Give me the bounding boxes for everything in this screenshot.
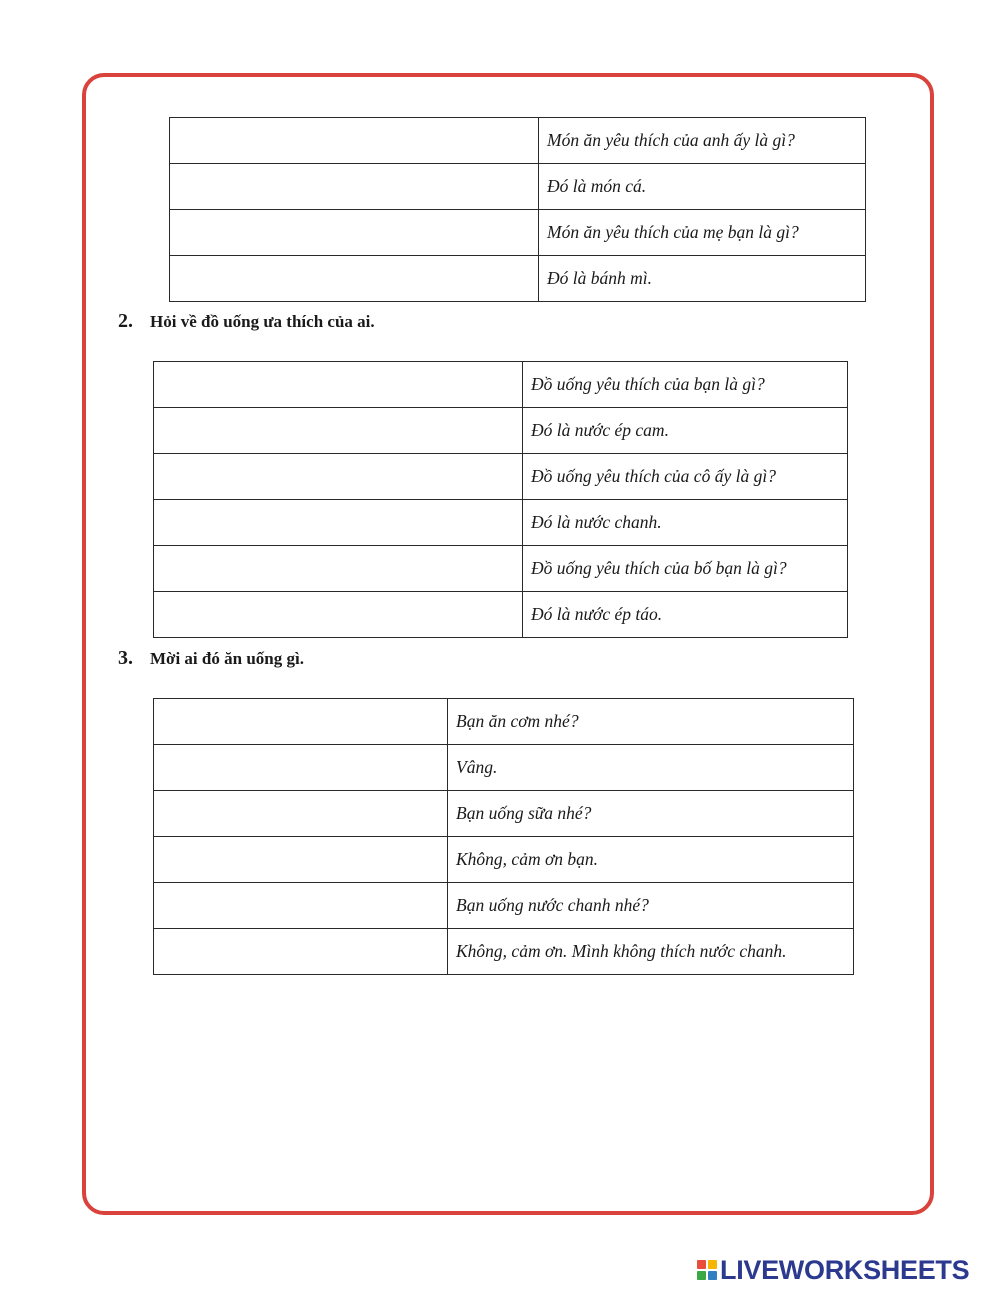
- section-title: Hỏi về đồ uống ưa thích của ai.: [150, 312, 375, 331]
- prompt-cell: Đồ uống yêu thích của bố bạn là gì?: [523, 546, 848, 592]
- answer-cell[interactable]: [154, 408, 523, 454]
- prompt-cell: Đó là nước chanh.: [523, 500, 848, 546]
- table-row: [154, 546, 848, 592]
- answer-cell[interactable]: [154, 837, 448, 883]
- answer-input[interactable]: [154, 791, 447, 836]
- prompt-cell: Không, cảm ơn bạn.: [448, 837, 854, 883]
- answer-input[interactable]: [170, 118, 538, 163]
- prompt-cell: Đó là món cá.: [539, 164, 866, 210]
- brand-name: LIVEWORKSHEETS: [720, 1254, 970, 1285]
- table-row: [154, 699, 854, 745]
- answer-input[interactable]: [154, 362, 522, 407]
- section2-heading: [118, 310, 375, 333]
- answer-input[interactable]: [154, 837, 447, 882]
- answer-cell[interactable]: [154, 454, 523, 500]
- section-number: 2.: [118, 310, 133, 332]
- answer-input[interactable]: [154, 592, 522, 637]
- liveworksheets-logo[interactable]: [697, 1254, 969, 1286]
- table-row: [170, 210, 866, 256]
- answer-cell[interactable]: [154, 791, 448, 837]
- answer-cell[interactable]: [170, 164, 539, 210]
- prompt-cell: Bạn uống nước chanh nhé?: [448, 883, 854, 929]
- answer-cell[interactable]: [170, 256, 539, 302]
- answer-input[interactable]: [170, 210, 538, 255]
- table-row: [154, 362, 848, 408]
- section3-table: [153, 698, 854, 975]
- section-title: Mời ai đó ăn uống gì.: [150, 649, 304, 668]
- prompt-cell: Đó là nước ép cam.: [523, 408, 848, 454]
- prompt-cell: Bạn ăn cơm nhé?: [448, 699, 854, 745]
- answer-input[interactable]: [170, 256, 538, 301]
- answer-cell[interactable]: [154, 929, 448, 975]
- prompt-cell: Đó là bánh mì.: [539, 256, 866, 302]
- prompt-cell: Vâng.: [448, 745, 854, 791]
- section3-heading: [118, 647, 304, 670]
- answer-input[interactable]: [154, 408, 522, 453]
- section2-table: [153, 361, 848, 638]
- prompt-cell: Đồ uống yêu thích của cô ấy là gì?: [523, 454, 848, 500]
- answer-cell[interactable]: [154, 883, 448, 929]
- table-row: [154, 883, 854, 929]
- table-row: [170, 164, 866, 210]
- answer-input[interactable]: [154, 745, 447, 790]
- answer-input[interactable]: [154, 883, 447, 928]
- section1-table: [169, 117, 866, 302]
- table-row: [154, 745, 854, 791]
- table-row: [170, 118, 866, 164]
- answer-cell[interactable]: [170, 210, 539, 256]
- answer-input[interactable]: [154, 929, 447, 974]
- answer-cell[interactable]: [154, 745, 448, 791]
- answer-input[interactable]: [154, 699, 447, 744]
- answer-cell[interactable]: [170, 118, 539, 164]
- prompt-cell: Đồ uống yêu thích của bạn là gì?: [523, 362, 848, 408]
- table-row: [154, 592, 848, 638]
- answer-cell[interactable]: [154, 546, 523, 592]
- prompt-cell: Món ăn yêu thích của mẹ bạn là gì?: [539, 210, 866, 256]
- liveworksheets-logo-icon: [697, 1260, 717, 1280]
- table-row: [154, 454, 848, 500]
- answer-input[interactable]: [154, 546, 522, 591]
- prompt-cell: Không, cảm ơn. Mình không thích nước chanh.: [448, 929, 854, 975]
- table-row: [154, 791, 854, 837]
- table-row: [154, 408, 848, 454]
- prompt-cell: Món ăn yêu thích của anh ấy là gì?: [539, 118, 866, 164]
- table-row: [170, 256, 866, 302]
- table-row: [154, 837, 854, 883]
- answer-cell[interactable]: [154, 592, 523, 638]
- table-row: [154, 500, 848, 546]
- answer-input[interactable]: [154, 500, 522, 545]
- prompt-cell: Bạn uống sữa nhé?: [448, 791, 854, 837]
- table-row: [154, 929, 854, 975]
- answer-cell[interactable]: [154, 362, 523, 408]
- answer-input[interactable]: [154, 454, 522, 499]
- prompt-cell: Đó là nước ép táo.: [523, 592, 848, 638]
- answer-input[interactable]: [170, 164, 538, 209]
- answer-cell[interactable]: [154, 500, 523, 546]
- answer-cell[interactable]: [154, 699, 448, 745]
- section-number: 3.: [118, 647, 133, 669]
